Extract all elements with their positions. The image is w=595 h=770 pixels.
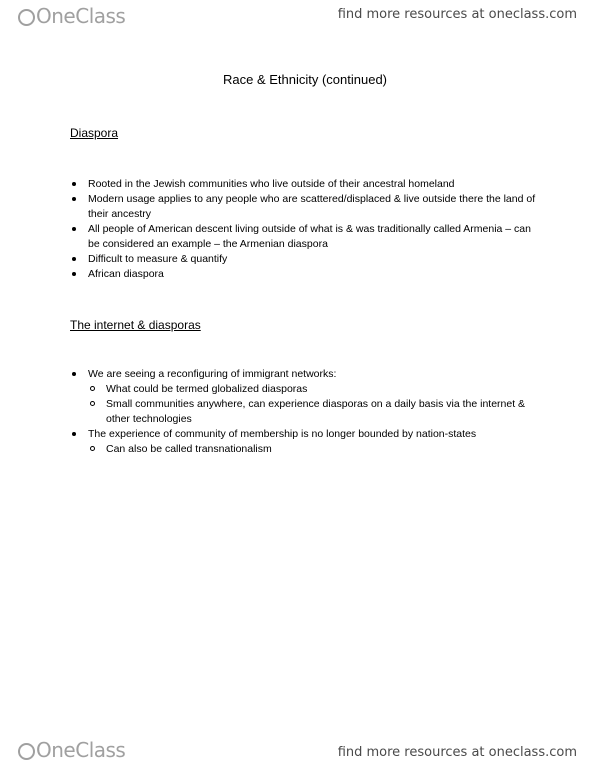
bullet-icon [72,257,76,261]
list-item: The experience of community of membership is no longer bounded by nation-states Can also be called transnationalism [70,427,540,457]
bullet-icon [72,432,76,436]
circle-bullet-icon [90,401,95,406]
sub-list-item: What could be termed globalized diasporas [70,382,540,397]
oneclass-logo[interactable] [18,4,125,28]
oneclass-logo-footer[interactable] [18,738,125,762]
circle-bullet-icon [90,386,95,391]
list-item: Modern usage applies to any people who are scattered/displaced & live outside there the land of their ancestry [70,192,540,222]
oneclass-logo-ring-icon [18,9,35,26]
list-item: Difficult to measure & quantify [70,252,540,267]
diaspora-bullet-list [70,177,540,282]
section-heading-internet-diasporas: The internet & diasporas [70,318,201,332]
logo-text: OneClass [36,738,126,762]
footer-tagline-link[interactable]: find more resources at oneclass.com [337,745,577,760]
sub-list-item: Can also be called transnationalism [70,442,540,457]
logo-text: OneClass [36,4,126,28]
circle-bullet-icon [90,446,95,451]
oneclass-logo-ring-icon [18,743,35,760]
bullet-icon [72,227,76,231]
page-title: Race & Ethnicity (continued) [222,72,388,87]
sub-list [88,382,540,427]
bullet-icon [72,272,76,276]
list-item: African diaspora [70,267,540,282]
sub-list-item: Small communities anywhere, can experience diasporas on a daily basis via the internet & other technologies [70,397,540,427]
sub-list [88,442,540,457]
list-item: We are seeing a reconfiguring of immigrant networks: What could be termed globalized diasporas Small communities anywhere, can experience diasporas on a daily basis via the internet & other technologies [70,367,540,427]
list-item: All people of American descent living outside of what is & was traditionally called Armenia – can be considered an example – the Armenian diaspora [70,222,540,252]
header-tagline-link[interactable]: find more resources at oneclass.com [337,7,577,22]
bullet-icon [72,182,76,186]
internet-diasporas-bullet-list [70,367,540,457]
bullet-icon [72,197,76,201]
bullet-icon [72,372,76,376]
section-heading-diaspora: Diaspora [70,126,119,140]
list-item: Rooted in the Jewish communities who live outside of their ancestral homeland [70,177,540,192]
